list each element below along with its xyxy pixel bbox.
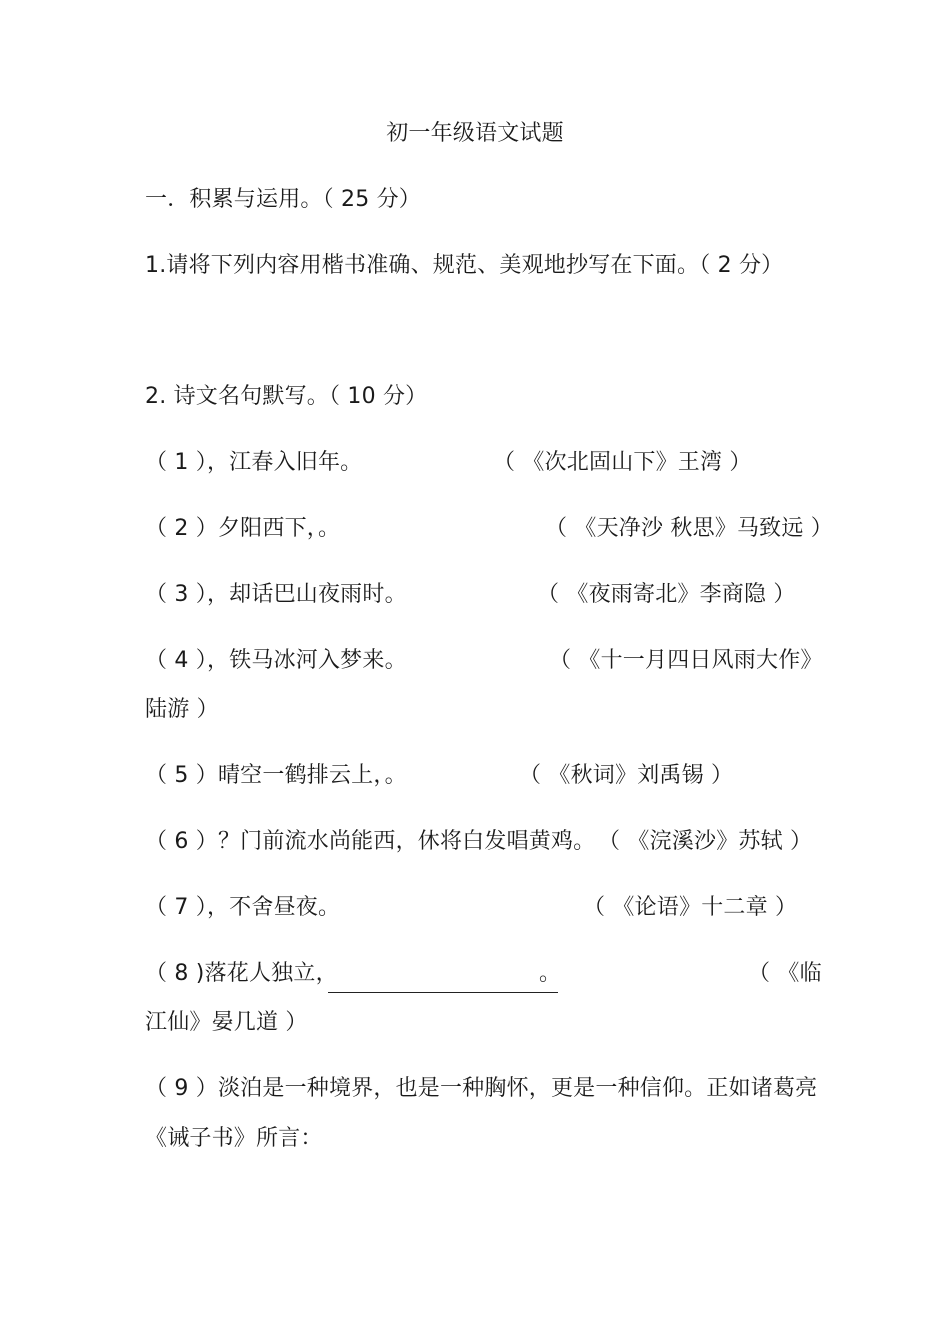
item-5-text: （ 5 ）晴空一鹤排云上，。	[145, 763, 407, 788]
item-8-text: （ 8 )落花人独立，	[145, 961, 338, 986]
answer-blank-line	[328, 992, 558, 993]
item-8-period: 。	[539, 961, 562, 986]
item-5-source: （ 《秋词》刘禹锡 ）	[519, 763, 734, 788]
item-6-source: （ 《浣溪沙》苏轼 ）	[598, 829, 813, 854]
item-6-text: （ 6 ）？门前流水尚能西，休将白发唱黄鸡。	[145, 829, 596, 854]
item-2-source: （ 《天净沙 秋思》马致远 ）	[545, 516, 833, 541]
page-title: 初一年级语文试题	[386, 121, 564, 146]
item-8-source: （ 《临	[748, 961, 822, 986]
item-1-text: （ 1 ），江春入旧年。	[145, 450, 363, 475]
item-2-text: （ 2 ）夕阳西下，。	[145, 516, 341, 541]
item-3-text: （ 3 ），却话巴山夜雨时。	[145, 582, 407, 607]
question-2: 2. 诗文名句默写。（ 10 分）	[145, 384, 428, 409]
section-heading: 一．积累与运用。（ 25 分）	[145, 187, 421, 212]
item-9-text-cont: 《诫子书》所言：	[145, 1126, 323, 1151]
item-7-text: （ 7 ），不舍昼夜。	[145, 895, 341, 920]
item-4-text: （ 4 ），铁马冰河入梦来。	[145, 648, 407, 673]
item-9-text: （ 9 ）淡泊是一种境界，也是一种胸怀，更是一种信仰。正如诸葛亮	[145, 1076, 818, 1101]
item-8-source-cont: 江仙》晏几道 ）	[145, 1010, 308, 1035]
item-4-source-cont: 陆游 ）	[145, 697, 219, 722]
question-1: 1.请将下列内容用楷书准确、规范、美观地抄写在下面。（ 2 分）	[145, 253, 784, 278]
item-7-source: （ 《论语》十二章 ）	[583, 895, 798, 920]
item-1-source: （ 《次北固山下》王湾 ）	[493, 450, 752, 475]
item-4-source: （ 《十一月四日风雨大作》	[549, 648, 823, 673]
item-3-source: （ 《夜雨寄北》李商隐 ）	[537, 582, 796, 607]
